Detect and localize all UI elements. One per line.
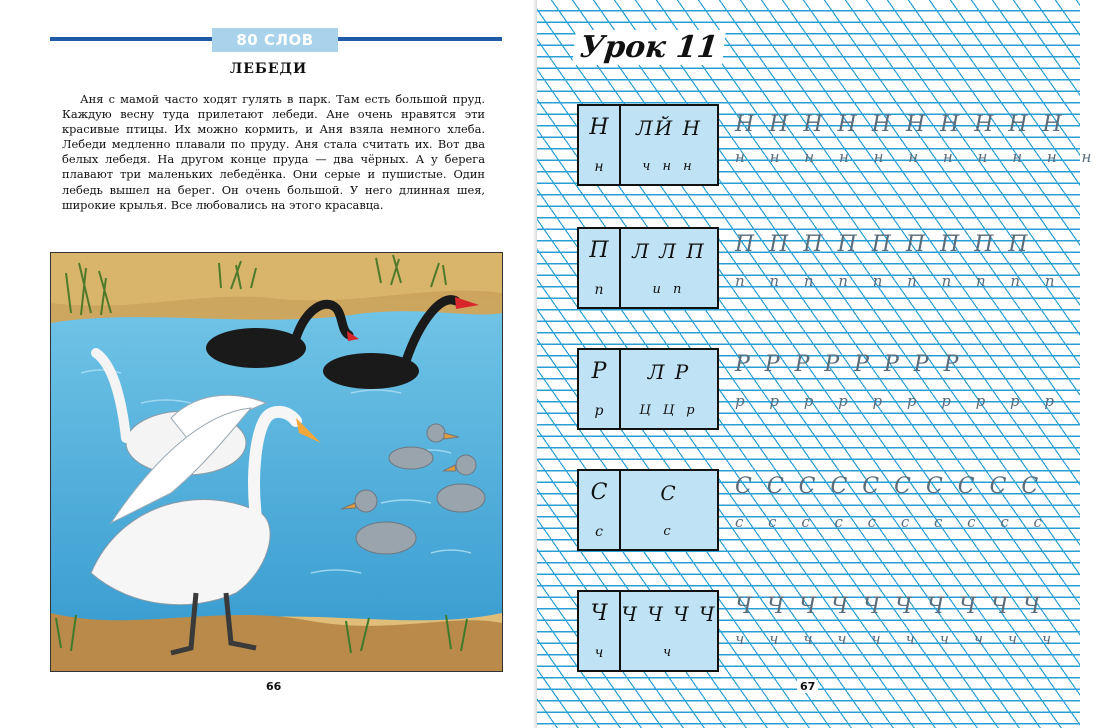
swans-pond-image (51, 253, 502, 671)
letter-upper: Н (589, 115, 609, 141)
letter-strokes-upper: С (660, 480, 678, 505)
practice-row-lower: с с с с с с с с с с (735, 513, 1052, 531)
left-page (0, 0, 537, 728)
letter-box-ch (577, 590, 719, 672)
practice-row-lower: п п п п п п п п п п (735, 272, 1065, 290)
letter-strokes-upper: Л Р (647, 359, 691, 384)
letter-box-s (577, 469, 719, 551)
letter-lower: п (594, 281, 604, 298)
page-number-right: 67 (797, 680, 818, 693)
practice-row-lower: н н н н н н н н н н н (735, 148, 1101, 166)
letter-lower: р (594, 402, 604, 419)
letter-upper: Р (591, 359, 607, 385)
page-number-left: 66 (266, 680, 282, 693)
letter-strokes-lower: и п (652, 282, 686, 298)
story-text: Аня с мамой часто ходят гулять в парк. Там есть большой пруд. Каждую весну туда прилетают лебеди. Ане очень нравятся эти красивые птицы. Их можно кормить, и Аня взяла немного хлеба. Лебеди медленно плавали по пруду. Аня стала считать их. Вот два белых лебедя. На другом конце пруда — два чёрных. А у берега плавают три маленьких лебедёнка. Они серые и пушистые. Один лебедь вышел на берег. Он очень большой. У него длинная шея, широкие крылья. Все любовались на этого красавца. (62, 92, 485, 212)
section-header-label: 80 СЛОВ (212, 28, 338, 52)
practice-row-upper: С С С С С С С С С С (735, 474, 1043, 499)
practice-row-upper: П П П П П П П П П (735, 232, 1032, 257)
story-title: ЛЕБЕДИ (229, 61, 308, 77)
practice-row-upper: Н Н Н Н Н Н Н Н Н Н (735, 112, 1066, 137)
letter-upper: Ч (590, 601, 608, 627)
letter-lower: ч (594, 644, 604, 661)
letter-strokes-lower: Ц Ц р (639, 403, 699, 419)
letter-lower: с (595, 523, 603, 540)
practice-row-upper: Р Р Р Р Р Р Р Р (735, 352, 963, 377)
letter-upper: П (589, 238, 609, 264)
letter-strokes-upper: Ч Ч Ч Ч (621, 601, 717, 626)
letter-upper: С (590, 480, 608, 506)
letter-box-r (577, 348, 719, 430)
letter-strokes-upper: Л Л П (632, 238, 706, 263)
lesson-title: Урок 11 (572, 30, 726, 65)
letter-strokes-upper: ЛЙ Н (636, 115, 702, 140)
letter-box-p (577, 227, 719, 309)
letter-lower: н (594, 158, 604, 175)
letter-strokes-lower: ч (662, 645, 676, 661)
practice-row-lower: р р р р р р р р р р (735, 392, 1064, 410)
practice-row-upper: Ч Ч Ч Ч Ч Ч Ч Ч Ч Ч (735, 594, 1044, 619)
swans-illustration (50, 252, 503, 672)
letter-box-n (577, 104, 719, 186)
letter-strokes-lower: с (663, 524, 675, 540)
practice-row-lower: ч ч ч ч ч ч ч ч ч ч (735, 630, 1062, 648)
letter-strokes-lower: ч н н (642, 159, 696, 175)
